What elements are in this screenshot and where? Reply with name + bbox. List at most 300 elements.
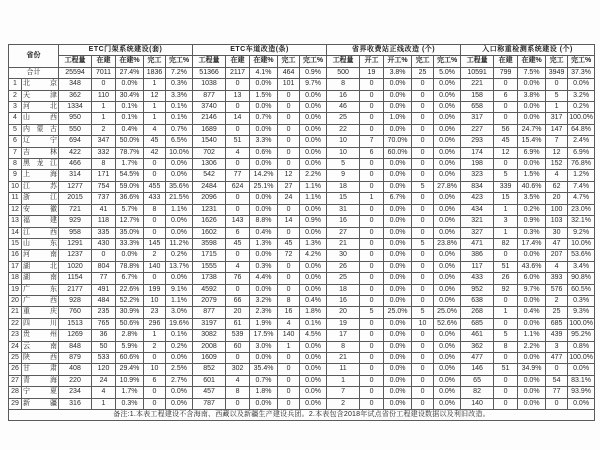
data-cell: 45 — [226, 238, 250, 249]
data-cell: 27.4% — [116, 67, 144, 78]
data-cell: 0.0% — [384, 124, 412, 135]
data-cell: 0 — [360, 387, 384, 398]
data-cell: 0 — [412, 295, 434, 306]
sub-header: 在建 — [92, 56, 116, 67]
data-cell: 1.1% — [300, 181, 327, 192]
row-number-cell: 7 — [9, 147, 22, 158]
province-name-cell: 福建 — [22, 216, 59, 227]
row-number-cell: 14 — [9, 227, 22, 238]
data-cell: 2117 — [226, 67, 250, 78]
data-cell: 0 — [278, 147, 300, 158]
data-cell: 1 — [144, 330, 166, 341]
data-cell: 15.4% — [518, 136, 546, 147]
data-cell: 0.1% — [166, 102, 193, 113]
data-cell: 11 — [327, 364, 360, 375]
data-cell: 0 — [494, 295, 518, 306]
data-cell: 221 — [461, 79, 494, 90]
data-cell: 293 — [461, 136, 494, 147]
table-row — [9, 387, 595, 398]
data-cell: 34.9% — [518, 364, 546, 375]
data-cell: 0.0% — [384, 216, 412, 227]
data-cell: 0.0% — [166, 273, 193, 284]
data-cell: 1 — [494, 307, 518, 318]
data-cell: 54 — [546, 375, 568, 386]
data-cell: 0.0% — [300, 261, 327, 272]
data-cell: 0.0% — [384, 273, 412, 284]
data-cell: 0 — [412, 147, 434, 158]
data-cell: 0 — [278, 352, 300, 363]
data-cell: 3.0% — [250, 341, 278, 352]
data-cell: 576 — [546, 284, 568, 295]
sub-header: 工程量 — [327, 56, 360, 67]
data-cell: 0.0% — [300, 102, 327, 113]
data-cell: 0.3% — [116, 398, 144, 409]
sub-header: 完工% — [166, 56, 193, 67]
province-name-cell: 江苏 — [22, 181, 59, 192]
data-cell: 0 — [412, 273, 434, 284]
data-cell: 0 — [226, 102, 250, 113]
data-cell: 0 — [360, 318, 384, 329]
table-row — [9, 136, 595, 147]
data-cell: 0 — [360, 79, 384, 90]
data-cell: 0 — [412, 204, 434, 215]
data-cell: 0 — [412, 261, 434, 272]
data-cell: 2 — [327, 398, 360, 409]
data-cell: 0.0% — [300, 113, 327, 124]
data-cell: 0 — [144, 273, 166, 284]
data-cell: 0 — [144, 227, 166, 238]
data-cell: 1.8% — [300, 307, 327, 318]
data-cell: 0.0% — [250, 193, 278, 204]
data-cell: 2.4% — [568, 136, 595, 147]
data-cell: 21 — [327, 238, 360, 249]
data-cell: 4 — [546, 170, 568, 181]
data-cell: 1306 — [193, 159, 226, 170]
data-cell: 45 — [144, 136, 166, 147]
row-number-cell: 4 — [9, 113, 22, 124]
data-cell: 8 — [327, 341, 360, 352]
data-cell: 0.1% — [300, 318, 327, 329]
row-number-cell: 11 — [9, 193, 22, 204]
province-name-cell: 广西 — [22, 295, 59, 306]
data-cell: 1231 — [193, 204, 226, 215]
data-cell: 1.5% — [250, 90, 278, 101]
data-cell: 0.0% — [434, 227, 461, 238]
data-cell: 72 — [278, 250, 300, 261]
etc-construction-table — [8, 44, 595, 421]
data-cell: 235 — [92, 307, 116, 318]
data-cell: 0.0% — [300, 90, 327, 101]
data-cell: 0.0% — [250, 204, 278, 215]
table-row — [9, 124, 595, 135]
group-header-gantry: ETC门架系统建设(套) — [59, 45, 193, 56]
data-cell: 950 — [59, 113, 92, 124]
data-cell: 51 — [226, 136, 250, 147]
data-cell: 1715 — [193, 250, 226, 261]
row-number-cell: 24 — [9, 341, 22, 352]
data-cell: 120 — [92, 364, 116, 375]
data-cell: 393 — [546, 273, 568, 284]
row-number-cell: 15 — [9, 238, 22, 249]
data-cell: 65 — [461, 375, 494, 386]
data-cell: 3949 — [546, 67, 568, 78]
sub-header: 在建% — [518, 56, 546, 67]
data-cell: 76.8% — [568, 159, 595, 170]
data-cell: 455 — [144, 181, 166, 192]
sub-header: 开工% — [384, 56, 412, 67]
data-cell: 0.0% — [434, 193, 461, 204]
province-name-cell: 内蒙古 — [22, 124, 59, 135]
data-cell: 0 — [360, 102, 384, 113]
data-cell: 362 — [59, 90, 92, 101]
data-cell: 0.0% — [384, 250, 412, 261]
data-cell: 0.8% — [568, 341, 595, 352]
data-cell: 6 — [360, 147, 384, 158]
data-cell: 2177 — [59, 284, 92, 295]
data-cell: 0.0% — [384, 375, 412, 386]
data-cell: 32.1% — [568, 216, 595, 227]
data-cell: 0.0% — [518, 295, 546, 306]
data-cell: 92 — [494, 284, 518, 295]
data-cell: 0.0% — [384, 352, 412, 363]
data-cell: 760 — [59, 307, 92, 318]
data-cell: 0 — [144, 159, 166, 170]
data-cell: 0 — [360, 352, 384, 363]
sub-header: 在建% — [116, 56, 144, 67]
data-cell: 0 — [278, 387, 300, 398]
data-cell: 9.2% — [568, 227, 595, 238]
province-name-cell: 安徽 — [22, 204, 59, 215]
data-cell: 0.0% — [166, 227, 193, 238]
data-cell: 457 — [193, 387, 226, 398]
data-cell: 30.4% — [116, 90, 144, 101]
data-cell: 0.0% — [384, 204, 412, 215]
data-cell: 0.0% — [166, 216, 193, 227]
data-cell: 77 — [226, 170, 250, 181]
row-number-cell: 3 — [9, 102, 22, 113]
province-name-cell: 山东 — [22, 238, 59, 249]
data-cell: 0.0% — [518, 250, 546, 261]
data-cell: 3.8% — [518, 90, 546, 101]
data-cell: 1513 — [59, 318, 92, 329]
data-cell: 22 — [327, 124, 360, 135]
data-cell: 0.0% — [518, 387, 546, 398]
data-cell: 461 — [461, 330, 494, 341]
row-number-cell: 12 — [9, 204, 22, 215]
data-cell: 0.0% — [434, 113, 461, 124]
row-number-cell: 8 — [9, 159, 22, 170]
data-cell: 433 — [144, 193, 166, 204]
data-cell: 3740 — [193, 102, 226, 113]
data-cell: 422 — [59, 147, 92, 158]
data-cell: 25.1% — [250, 181, 278, 192]
data-cell: 0 — [546, 364, 568, 375]
province-name-cell: 山西 — [22, 113, 59, 124]
table-body — [9, 67, 595, 409]
row-number-cell: 16 — [9, 250, 22, 261]
data-cell: 0 — [278, 261, 300, 272]
data-cell: 158 — [461, 90, 494, 101]
data-cell: 0 — [226, 124, 250, 135]
province-name-cell: 北京 — [22, 79, 59, 90]
data-cell: 0.0% — [384, 295, 412, 306]
table-row — [9, 330, 595, 341]
data-cell: 19 — [360, 67, 384, 78]
data-cell: 1269 — [59, 330, 92, 341]
data-cell: 0.0% — [384, 330, 412, 341]
data-cell: 4 — [546, 261, 568, 272]
data-cell: 434 — [461, 204, 494, 215]
data-cell: 2 — [546, 295, 568, 306]
data-cell: 0 — [278, 113, 300, 124]
data-cell: 16 — [278, 307, 300, 318]
data-cell: 77 — [546, 387, 568, 398]
data-cell: 929 — [59, 216, 92, 227]
data-cell: 0.0% — [300, 227, 327, 238]
data-cell: 56 — [494, 124, 518, 135]
data-cell: 1626 — [193, 216, 226, 227]
data-cell: 0.0% — [384, 341, 412, 352]
data-cell: 0.0% — [568, 364, 595, 375]
data-cell: 1237 — [59, 250, 92, 261]
data-cell: 0.0% — [434, 398, 461, 409]
data-cell: 19.6% — [166, 318, 193, 329]
data-cell: 5 — [412, 238, 434, 249]
table-row — [9, 261, 595, 272]
table-row — [9, 113, 595, 124]
data-cell: 1291 — [59, 238, 92, 249]
data-cell: 3.3% — [250, 136, 278, 147]
data-cell: 20 — [546, 193, 568, 204]
data-cell: 7 — [546, 136, 568, 147]
data-cell: 685 — [546, 318, 568, 329]
data-cell: 5.0% — [434, 67, 461, 78]
data-cell: 362 — [461, 341, 494, 352]
data-cell: 8.8% — [250, 216, 278, 227]
data-cell: 0.4% — [300, 295, 327, 306]
data-cell: 0 — [226, 398, 250, 409]
data-cell: 82 — [461, 387, 494, 398]
data-cell: 0 — [92, 79, 116, 90]
data-cell: 268 — [461, 307, 494, 318]
data-cell: 8 — [144, 204, 166, 215]
data-cell: 433 — [461, 273, 494, 284]
data-cell: 2079 — [193, 295, 226, 306]
data-cell: 6 — [144, 375, 166, 386]
data-cell: 12 — [278, 170, 300, 181]
data-cell: 1 — [144, 113, 166, 124]
data-cell: 0.6% — [250, 147, 278, 158]
data-cell: 9.1% — [166, 284, 193, 295]
data-cell: 317 — [546, 113, 568, 124]
data-cell: 0.1% — [166, 330, 193, 341]
data-cell: 0.7% — [250, 113, 278, 124]
sub-header: 完工% — [300, 56, 327, 67]
table-row — [9, 181, 595, 192]
data-cell: 0 — [412, 364, 434, 375]
data-cell: 146 — [461, 364, 494, 375]
table-row — [9, 250, 595, 261]
data-cell: 0.0% — [434, 284, 461, 295]
data-cell: 7.2% — [166, 67, 193, 78]
row-number-cell: 22 — [9, 318, 22, 329]
data-cell: 6 — [226, 227, 250, 238]
data-cell: 0 — [226, 284, 250, 295]
data-cell: 5 — [494, 170, 518, 181]
data-cell: 6.5% — [166, 136, 193, 147]
data-cell: 0.0% — [434, 250, 461, 261]
data-cell: 51 — [494, 261, 518, 272]
data-cell: 1020 — [59, 261, 92, 272]
data-cell: 317 — [461, 113, 494, 124]
data-cell: 0 — [412, 159, 434, 170]
data-cell: 4 — [144, 124, 166, 135]
data-cell: 6.9% — [518, 147, 546, 158]
data-cell: 491 — [92, 284, 116, 295]
data-cell: 423 — [461, 193, 494, 204]
data-cell: 1.7% — [116, 387, 144, 398]
data-cell: 29.4% — [116, 364, 144, 375]
data-cell: 0 — [360, 364, 384, 375]
row-number-cell: 17 — [9, 261, 22, 272]
data-cell: 327 — [461, 227, 494, 238]
data-cell: 0.3% — [518, 227, 546, 238]
data-cell: 1 — [327, 375, 360, 386]
row-number-cell: 20 — [9, 295, 22, 306]
data-cell: 30 — [327, 250, 360, 261]
data-cell: 0.0% — [300, 398, 327, 409]
data-cell: 1.1% — [166, 204, 193, 215]
data-cell: 47 — [546, 238, 568, 249]
data-cell: 0.0% — [300, 352, 327, 363]
data-cell: 17.5% — [250, 330, 278, 341]
data-cell: 0 — [360, 113, 384, 124]
sub-header: 完工 — [412, 56, 434, 67]
data-cell: 76 — [226, 273, 250, 284]
data-cell: 8 — [226, 387, 250, 398]
data-cell: 0.0% — [300, 284, 327, 295]
data-cell: 3082 — [193, 330, 226, 341]
data-cell: 0.0% — [434, 204, 461, 215]
data-cell: 4.7% — [568, 193, 595, 204]
data-cell: 5 — [360, 307, 384, 318]
data-cell: 0 — [278, 284, 300, 295]
data-cell: 0 — [412, 375, 434, 386]
province-name-cell: 贵州 — [22, 330, 59, 341]
data-cell: 0.0% — [434, 102, 461, 113]
data-cell: 0 — [412, 341, 434, 352]
data-cell: 0.0% — [384, 398, 412, 409]
province-name-cell: 合计 — [9, 67, 59, 78]
data-cell: 1334 — [59, 102, 92, 113]
data-cell: 1.0% — [384, 113, 412, 124]
data-cell: 0.0% — [300, 124, 327, 135]
data-cell: 26 — [327, 261, 360, 272]
data-cell: 0.0% — [434, 124, 461, 135]
data-cell: 0 — [278, 159, 300, 170]
province-name-cell: 黑龙江 — [22, 159, 59, 170]
group-header-weighing: 入口称重检测系统建设 (个) — [461, 45, 595, 56]
data-cell: 0 — [226, 159, 250, 170]
data-cell: 1555 — [193, 261, 226, 272]
data-cell: 0 — [360, 398, 384, 409]
data-cell: 0 — [360, 124, 384, 135]
data-cell: 0 — [360, 170, 384, 181]
table-row — [9, 159, 595, 170]
sub-header: 完工 — [278, 56, 300, 67]
data-cell: 1.9% — [250, 318, 278, 329]
data-cell: 100 — [546, 204, 568, 215]
sub-header: 在建 — [494, 56, 518, 67]
data-cell: 0.1% — [116, 102, 144, 113]
data-cell: 0 — [92, 250, 116, 261]
data-cell: 0 — [360, 181, 384, 192]
data-cell: 477 — [546, 352, 568, 363]
data-cell: 877 — [193, 307, 226, 318]
data-cell: 500 — [327, 67, 360, 78]
data-cell: 1540 — [193, 136, 226, 147]
data-cell: 0.0% — [568, 79, 595, 90]
data-cell: 0.0% — [250, 124, 278, 135]
data-cell: 22.6% — [116, 284, 144, 295]
data-cell: 0 — [278, 273, 300, 284]
data-cell: 0.0% — [434, 273, 461, 284]
data-cell: 0.0% — [166, 170, 193, 181]
data-cell: 0.0% — [434, 295, 461, 306]
data-cell: 0.0% — [384, 102, 412, 113]
data-cell: 100.0% — [568, 318, 595, 329]
data-cell: 3 — [494, 216, 518, 227]
data-cell: 0 — [494, 250, 518, 261]
data-cell: 601 — [193, 375, 226, 386]
data-cell: 0 — [278, 102, 300, 113]
data-cell: 0.0% — [300, 387, 327, 398]
data-cell: 3.4% — [568, 261, 595, 272]
data-cell: 27.8% — [434, 181, 461, 192]
data-cell: 2015 — [59, 193, 92, 204]
data-cell: 10.9% — [116, 375, 144, 386]
data-cell: 658 — [461, 102, 494, 113]
table-row — [9, 204, 595, 215]
data-cell: 0.3% — [568, 295, 595, 306]
data-cell: 0.0% — [518, 398, 546, 409]
data-cell: 0 — [278, 375, 300, 386]
data-cell: 8 — [92, 159, 116, 170]
data-cell: 0.0% — [300, 341, 327, 352]
data-cell: 25594 — [59, 67, 92, 78]
data-cell: 0 — [412, 136, 434, 147]
row-number-cell: 25 — [9, 352, 22, 363]
data-cell: 5.7% — [116, 204, 144, 215]
data-cell: 61 — [226, 318, 250, 329]
data-cell: 0 — [412, 284, 434, 295]
data-cell: 952 — [461, 284, 494, 295]
data-cell: 66 — [226, 295, 250, 306]
data-cell: 15 — [327, 193, 360, 204]
data-cell: 9.7% — [518, 284, 546, 295]
data-cell: 0 — [546, 398, 568, 409]
data-cell: 0.0% — [300, 159, 327, 170]
province-name-cell: 宁夏 — [22, 387, 59, 398]
data-cell: 31 — [327, 204, 360, 215]
data-cell: 0.1% — [166, 113, 193, 124]
data-cell: 5 — [494, 330, 518, 341]
data-cell: 0.0% — [384, 261, 412, 272]
data-cell: 0.0% — [300, 136, 327, 147]
data-cell: 0.0% — [250, 79, 278, 90]
data-cell: 0 — [360, 90, 384, 101]
data-cell: 323 — [461, 170, 494, 181]
